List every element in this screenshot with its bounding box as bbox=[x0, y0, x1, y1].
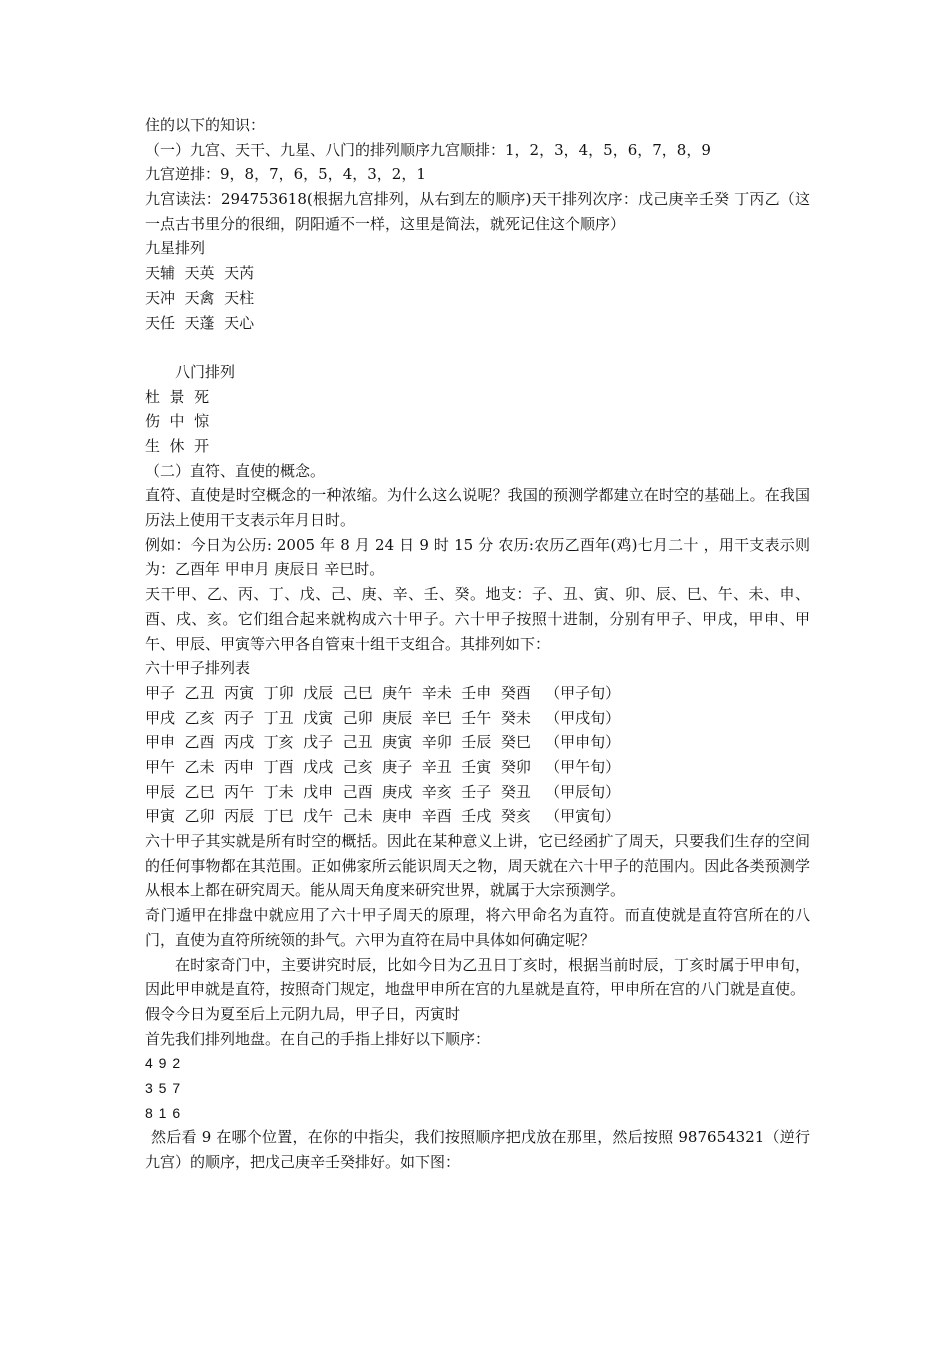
text-line: 九宫逆排：9，8，7，6，5，4，3，2，1 bbox=[145, 165, 426, 184]
grid-row: 4 9 2 bbox=[145, 1055, 182, 1072]
grid-row: 3 5 7 bbox=[145, 1080, 182, 1097]
gate-row: 杜 景 死 bbox=[145, 387, 210, 406]
sexagenary-row: 甲戌 乙亥 丙子 丁丑 戊寅 己卯 庚辰 辛巳 壬午 癸未 （甲戌旬） bbox=[145, 708, 621, 727]
sexagenary-row: 甲午 乙未 丙申 丁酉 戊戌 己亥 庚子 辛丑 壬寅 癸卯 （甲午旬） bbox=[145, 758, 621, 777]
subheading-eight-gates: 八门排列 bbox=[175, 362, 236, 381]
document-page bbox=[145, 113, 810, 1175]
paragraph: 奇门遁甲在排盘中就应用了六十甲子周天的原理，将六甲命名为直符。而直使就是直符宫所在的八门，直使为直符所统领的卦气。六甲为直符在局中具体如何确定呢？ bbox=[145, 906, 810, 949]
star-row: 天任 天蓬 天心 bbox=[145, 313, 255, 332]
gate-row: 伤 中 惊 bbox=[145, 412, 210, 431]
gate-row: 生 休 开 bbox=[145, 436, 210, 455]
star-row: 天冲 天禽 天柱 bbox=[145, 288, 255, 307]
sexagenary-row: 甲子 乙丑 丙寅 丁卯 戊辰 己巳 庚午 辛未 壬申 癸酉 （甲子旬） bbox=[145, 683, 621, 702]
section-heading-2: （二）直符、直使的概念。 bbox=[145, 461, 326, 480]
text-line: 首先我们排列地盘。在自己的手指上排好以下顺序： bbox=[145, 1029, 491, 1048]
text-line: 假令今日为夏至后上元阴九局，甲子日，丙寅时 bbox=[145, 1005, 461, 1023]
paragraph: 九宫读法：294753618(根据九宫排列，从右到左的顺序)天干排列次序：戊己庚辛壬癸 丁丙乙（这一点古书里分的很细，阴阳遁不一样，这里是简法，就死记住这个顺序） bbox=[145, 190, 810, 233]
text-line: 住的以下的知识： bbox=[145, 116, 266, 134]
paragraph: 在时家奇门中，主要讲究时辰，比如今日为乙丑日丁亥时，根据当前时辰，丁亥时属于甲申旬，因此甲申就是直符，按照奇门规定，地盘甲申所在宫的九星就是直符，甲申所在宫的八门就是直使。 bbox=[145, 955, 810, 999]
grid-row: 8 1 6 bbox=[145, 1104, 182, 1121]
sexagenary-row: 甲寅 乙卯 丙辰 丁巳 戊午 己未 庚申 辛酉 壬戌 癸亥 （甲寅旬） bbox=[145, 807, 621, 826]
paragraph: 六十甲子其实就是所有时空的概括。因此在某种意义上讲，它已经函扩了周天，只要我们生存的空间的任何事物都在其范围。正如佛家所云能识周天之物，周天就在六十甲子的范围内。因此各类预测学从根本上都在研究周天。能从周天角度来研究世界，就属于大宗预测学。 bbox=[145, 832, 810, 900]
subheading-nine-stars: 九星排列 bbox=[145, 239, 206, 258]
sexagenary-row: 甲申 乙酉 丙戌 丁亥 戊子 己丑 庚寅 辛卯 壬辰 癸巳 （甲申旬） bbox=[145, 733, 621, 752]
section-heading-1: （一）九宫、天干、九星、八门的排列顺序九宫顺排：1，2，3，4，5，6，7，8，9 bbox=[145, 140, 711, 159]
blank-line bbox=[145, 335, 810, 360]
paragraph: 直符、直使是时空概念的一种浓缩。为什么这么说呢？我国的预测学都建立在时空的基础上。在我国历法上使用干支表示年月日时。 bbox=[145, 486, 810, 530]
paragraph: 天干甲、乙、丙、丁、戊、己、庚、辛、壬、癸。地支：子、丑、寅、卯、辰、巳、午、未、申、酉、戌、亥。它们组合起来就构成六十甲子。六十甲子按照十进制，分别有甲子、甲戌，甲申、甲午、甲辰、甲寅等六甲各自管束十组干支组合。其排列如下： bbox=[145, 585, 810, 653]
sexagenary-row: 甲辰 乙巳 丙午 丁未 戊申 己酉 庚戌 辛亥 壬子 癸丑 （甲辰旬） bbox=[145, 782, 621, 801]
star-row: 天辅 天英 天芮 bbox=[145, 264, 255, 283]
table-title: 六十甲子排列表 bbox=[145, 659, 251, 678]
paragraph: 例如：今日为公历: 2005 年 8 月 24 日 9 时 15 分 农历:农历乙酉年(鸡)七月二十 ，用干支表示则为：乙酉年 甲申月 庚辰日 辛巳时。 bbox=[145, 535, 810, 579]
paragraph: 然后看 9 在哪个位置，在你的中指尖，我们按照顺序把戊放在那里，然后按照 987654321（逆行九宫）的顺序，把戊己庚辛壬癸排好。如下图： bbox=[145, 1128, 810, 1172]
